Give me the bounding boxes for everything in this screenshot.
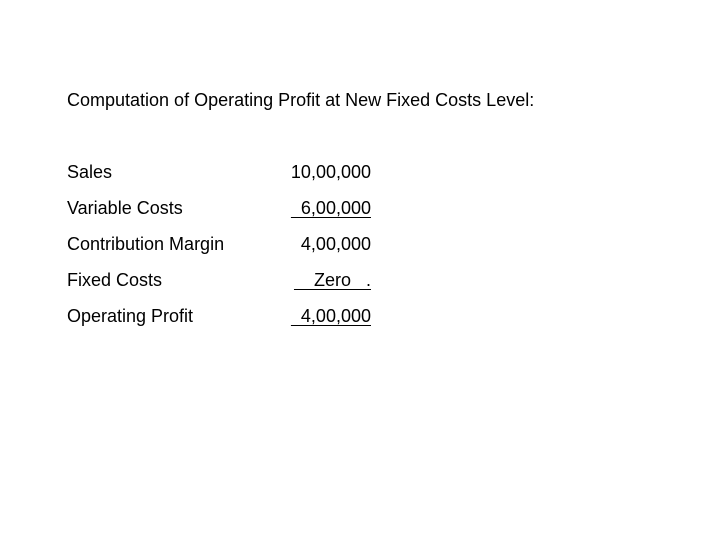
row-label: Operating Profit (67, 306, 194, 326)
row-label: Sales (67, 162, 113, 182)
row-value: 6,00,000 (290, 198, 371, 218)
row-value: 4,00,000 (290, 306, 371, 326)
statement-row-sales (67, 161, 397, 185)
row-value: Zero . (293, 270, 371, 290)
statement-row-fixed-costs (67, 269, 397, 293)
statement-row-contribution-margin (67, 233, 397, 257)
row-label: Variable Costs (67, 198, 183, 218)
statement-row-operating-profit (67, 305, 397, 329)
statement-row-variable-costs (67, 197, 397, 221)
row-value: 10,00,000 (290, 162, 371, 182)
row-value: 4,00,000 (300, 234, 371, 254)
row-label: Fixed Costs (67, 270, 163, 290)
row-label: Contribution Margin (67, 234, 225, 254)
page-title: Computation of Operating Profit at New Fixed Costs Level: (67, 90, 535, 110)
